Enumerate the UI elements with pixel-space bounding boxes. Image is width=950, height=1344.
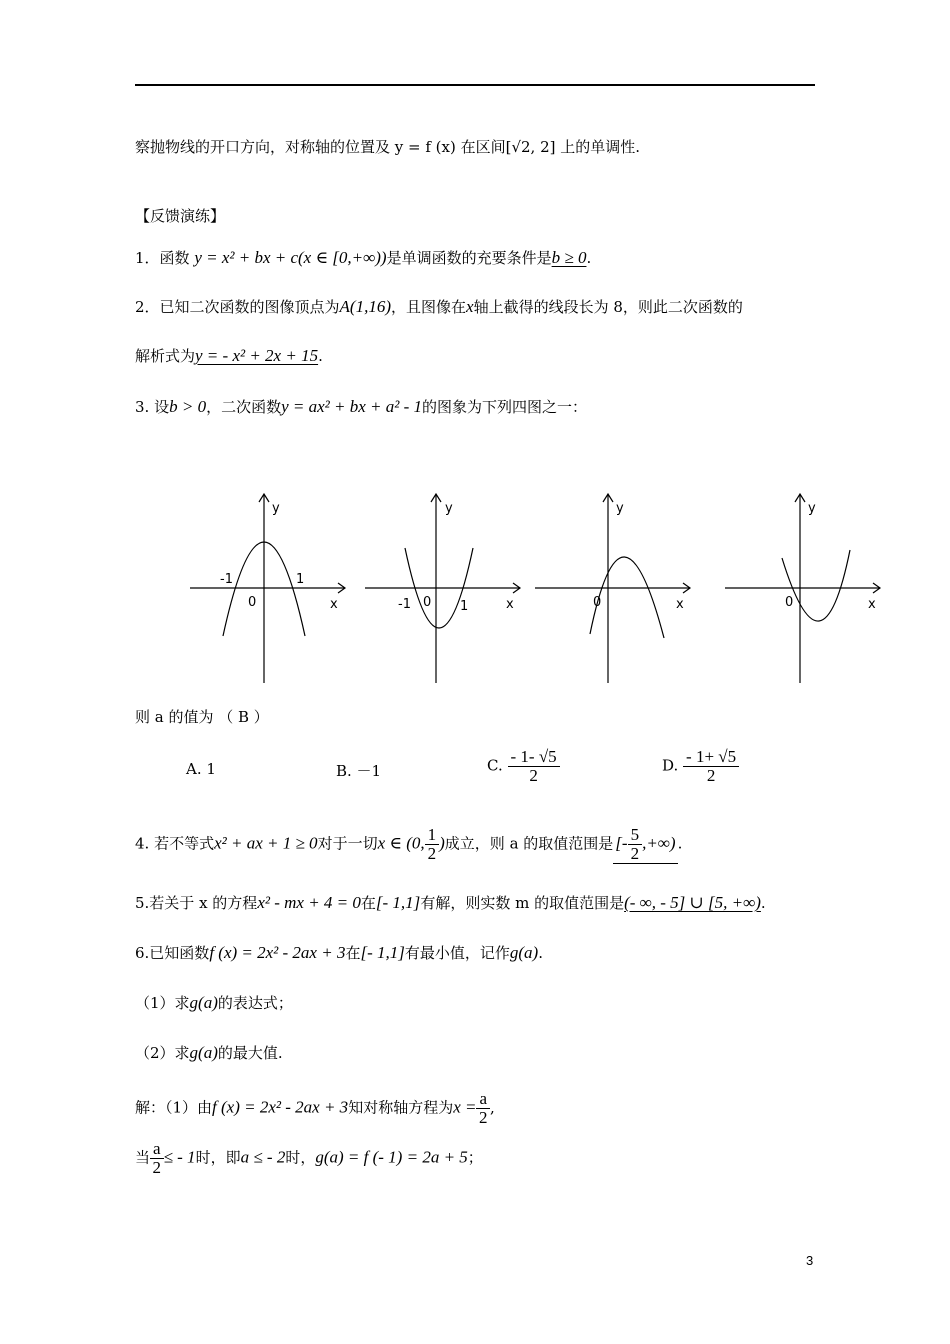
graph-2-y-label: y bbox=[445, 501, 453, 516]
graph-1-origin: 0 bbox=[248, 595, 257, 610]
graph-3 bbox=[535, 494, 690, 683]
answer-2: y = - x² + 2x + 15 bbox=[195, 346, 319, 365]
answer-1: b ≥ 0 bbox=[551, 248, 587, 267]
graph-3-x-label: x bbox=[676, 597, 684, 612]
solution-line-2: 当 $\frac{a}{2}$ ≤ - 1时，即a ≤ - 2时，g(a) = f (- 1) = 2a + 5； bbox=[135, 1139, 483, 1177]
graph-2-x-label: x bbox=[506, 597, 514, 612]
four-parabola-graphs bbox=[180, 488, 900, 698]
option-b: B. －1 bbox=[336, 762, 382, 780]
graph-4-y-label: y bbox=[808, 501, 816, 516]
section-title: 【反馈演练】 bbox=[135, 207, 226, 225]
graph-2 bbox=[365, 494, 520, 683]
graph-4-x-label: x bbox=[868, 597, 876, 612]
header-rule bbox=[135, 84, 815, 86]
question-2-line-1: 2．已知二次函数的图像顶点为A(1,16)，且图像在x轴上截得的线段长为 8，则此二次函数的 bbox=[135, 297, 743, 316]
graph-1-label-neg1: -1 bbox=[220, 572, 233, 587]
question-4: 4. 若不等式x² + ax + 1 ≥ 0对于一切x ∈ (0, $\frac{1}{2}$ )成立，则 a 的取值范围是 [- $\frac{5}{2}$ ,+∞) . bbox=[135, 825, 683, 863]
question-6-part-1: （1）求g(a)的表达式； bbox=[135, 993, 293, 1012]
graph-4 bbox=[725, 494, 880, 683]
question-2-line-2: 解析式为y = - x² + 2x + 15. bbox=[135, 346, 323, 365]
graph-4-origin: 0 bbox=[785, 595, 794, 610]
answer-5: (- ∞, - 5] ∪ [5, +∞) bbox=[624, 893, 761, 912]
graph-2-label-1: 1 bbox=[460, 599, 469, 614]
graph-1 bbox=[190, 494, 345, 683]
graph-3-origin: 0 bbox=[593, 595, 602, 610]
question-3-answer-line: 则 a 的值为 （ B ） bbox=[135, 708, 269, 726]
option-d: D. $\frac{- 1+ √5}{2}$ bbox=[662, 748, 739, 785]
intro-text: 察抛物线的开口方向，对称轴的位置及 y = f (x) 在区间[√2, 2] 上的单调性. bbox=[135, 138, 641, 156]
graph-1-label-1: 1 bbox=[296, 572, 305, 587]
graph-3-y-label: y bbox=[616, 501, 624, 516]
answer-4: [- $\frac{5}{2}$ ,+∞) bbox=[615, 825, 676, 863]
page-number: 3 bbox=[806, 1253, 814, 1268]
graph-2-label-neg1: -1 bbox=[398, 597, 411, 612]
graph-1-y-label: y bbox=[272, 501, 280, 516]
graph-2-origin: 0 bbox=[423, 595, 432, 610]
option-c: C. $\frac{- 1- √5}{2}$ bbox=[487, 748, 560, 785]
question-1: 1．函数 y = x² + bx + c(x ∈ [0,+∞))是单调函数的充要条件是b ≥ 0. bbox=[135, 248, 592, 267]
graph-1-x-label: x bbox=[330, 597, 338, 612]
question-5: 5.若关于 x 的方程x² - mx + 4 = 0在[- 1,1]有解，则实数 m 的取值范围是(- ∞, - 5] ∪ [5, +∞). bbox=[135, 893, 766, 912]
question-6: 6.已知函数f (x) = 2x² - 2ax + 3在[- 1,1]有最小值，记作g(a). bbox=[135, 943, 543, 962]
option-a: A. 1 bbox=[186, 760, 216, 778]
question-3: 3. 设b > 0，二次函数y = ax² + bx + a² - 1的图象为下列四图之一： bbox=[135, 397, 588, 416]
question-6-part-2: （2）求g(a)的最大值. bbox=[135, 1043, 283, 1062]
solution-line-1: 解：（1）由f (x) = 2x² - 2ax + 3知对称轴方程为x = $\frac{a}{2}$ , bbox=[135, 1089, 495, 1127]
